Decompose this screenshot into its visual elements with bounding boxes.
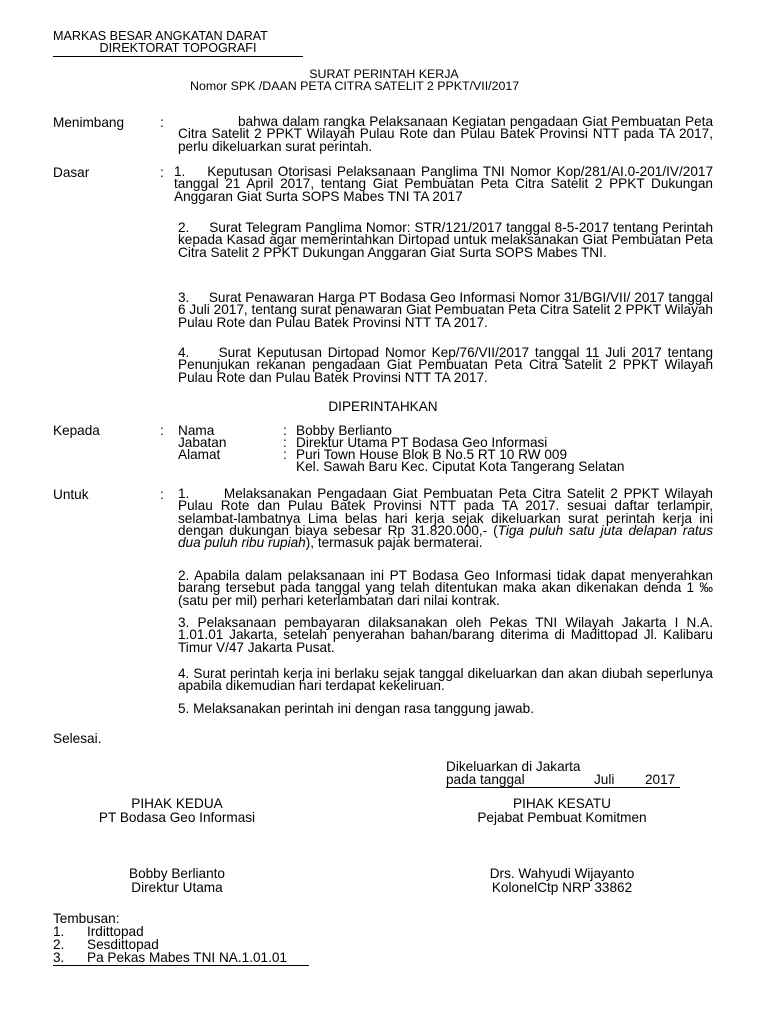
- jabatan-sep: :: [283, 435, 287, 450]
- jabatan-value: Direktur Utama PT Bodasa Geo Informasi: [296, 435, 548, 450]
- nama-value: Bobby Berlianto: [296, 423, 392, 438]
- alamat-label: Alamat: [178, 447, 221, 462]
- menimbang-label: Menimbang: [53, 115, 125, 130]
- tembusan-item-1: Irdittopad: [87, 924, 144, 939]
- alamat-value-1: Puri Town House Blok B No.5 RT 10 RW 009: [296, 447, 568, 462]
- untuk-item-2: 2. Apabila dalam pelaksanaan ini PT Bodasa Geo Informasi tidak dapat menyerahkan barang tersebut pada tanggal yang telah ditentukan maka akan dikenakan denda 1 ‰ (satu per mil) perhari keterlambatan dari nilai kontrak.: [178, 568, 713, 608]
- dasar-colon: :: [160, 165, 164, 180]
- dasar-item-1: 1. Keputusan Otorisasi Pelaksanaan Panglima TNI Nomor Kop/281/AI.0-201/IV/2017 tanggal 21 April 2017, tentang Giat Pembuatan Peta Citra Satelit 2 PPKT Dukungan Anggaran Giat Surta SOPS Mabes TNI TA 2017: [174, 164, 713, 204]
- org-line-1: MARKAS BESAR ANGKATAN DARAT: [53, 29, 268, 43]
- untuk-colon: :: [160, 487, 164, 502]
- jabatan-label: Jabatan: [178, 435, 227, 450]
- untuk-item-4: 4. Surat perintah kerja ini berlaku sejak tanggal dikeluarkan dan akan diubah seperlunya apabila dikemudian hari terdapat kekeliruan.: [178, 666, 713, 694]
- tembusan-label: Tembusan:: [53, 911, 120, 926]
- letter-title: SURAT PERINTAH KERJA: [309, 67, 459, 81]
- tembusan-num-1: 1.: [53, 924, 65, 939]
- menimbang-colon: :: [160, 115, 164, 130]
- left-sign-org: PT Bodasa Geo Informasi: [98, 810, 256, 825]
- untuk-label: Untuk: [53, 487, 89, 502]
- tembusan-item-2: Sesdittopad: [87, 937, 159, 952]
- dasar-item-2: 2. Surat Telegram Panglima Nomor: STR/121/2017 tanggal 8-5-2017 tentang Perintah kepada Kasad agar memerintahkan Dirtopad untuk melaksanakan Giat Pembuatan Peta Citra Satelit 2 PPKT Dukungan Anggaran Giat Surta SOPS Mabes TNI.: [178, 220, 714, 260]
- left-sign-position: Direktur Utama: [131, 880, 223, 895]
- tembusan-underline: [53, 965, 309, 966]
- org-line-2: DIREKTORAT TOPOGRAFI: [99, 41, 257, 55]
- letter-number: Nomor SPK /DAAN PETA CITRA SATELIT 2 PPKT/VII/2017: [190, 79, 520, 93]
- untuk-item-3: 3. Pelaksanaan pembayaran dilaksanakan oleh Pekas TNI Wilayah Jakarta I N.A. 1.01.01 Jakarta, setelah penyerahan bahan/barang diterima di Madittopad Jl. Kalibaru Timur V/47 Jakarta Pusat.: [178, 615, 713, 655]
- left-sign-name: Bobby Berlianto: [129, 866, 225, 881]
- issued-place: Dikeluarkan di Jakarta: [446, 759, 581, 774]
- nama-sep: :: [283, 423, 287, 438]
- tembusan-num-2: 2.: [53, 937, 65, 952]
- diperintahkan-heading: DIPERINTAHKAN: [328, 399, 438, 414]
- dasar-label: Dasar: [53, 165, 90, 180]
- issued-month: Juli: [594, 772, 615, 787]
- kepada-colon: :: [160, 423, 164, 438]
- alamat-sep: :: [283, 447, 287, 462]
- selesai-text: Selesai.: [53, 731, 102, 746]
- header-underline: [53, 56, 303, 57]
- right-sign-name: Drs. Wahyudi Wijayanto: [489, 866, 635, 881]
- dasar-item-3: 3. Surat Penawaran Harga PT Bodasa Geo Informasi Nomor 31/BGI/VII/ 2017 tanggal 6 Juli 2017, tentang surat penawaran Giat Pembuatan Peta Citra Satelit 2 PPKT Wilayah Pulau Rote dan Pulau Batek Provinsi NTT TA 2017.: [178, 290, 714, 330]
- menimbang-text: bahwa dalam rangka Pelaksanaan Kegiatan pengadaan Giat Pembuatan Peta Citra Satelit 2 PPKT Wilayah Pulau Rote dan Pulau Batek Provinsi NTT pada TA 2017, perlu dikeluarkan surat perintah.: [178, 114, 713, 154]
- issued-date-label: pada tanggal: [446, 772, 525, 787]
- left-sign-title: PIHAK KEDUA: [131, 796, 223, 811]
- untuk-item-5: 5. Melaksanakan perintah ini dengan rasa tanggung jawab.: [178, 701, 534, 716]
- kepada-label: Kepada: [53, 423, 100, 438]
- untuk-item-1: 1. Melaksanakan Pengadaan Giat Pembuatan Peta Citra Satelit 2 PPKT Wilayah Pulau Rote dan Pulau Batek Provinsi NTT pada TA 2017. sesuai daftar terlampir, selambat-lambatnya Lima belas hari kerja sejak dikeluarkan surat perintah kerja ini dengan dukungan biaya sebesar Rp 31.820.000,- (Tiga puluh satu juta delapan ratus dua puluh ribu rupiah), termasuk pajak bermaterai.: [178, 486, 714, 551]
- tembusan-num-3: 3.: [53, 950, 65, 965]
- issued-year: 2017: [645, 772, 676, 787]
- dasar-item-4: 4. Surat Keputusan Dirtopad Nomor Kep/76/VII/2017 tanggal 11 Juli 2017 tentang Penunjukan rekanan pengadaan Giat Pembuatan Peta Citra Satelit 2 PPKT Wilayah Pulau Rote dan Pulau Batek Provinsi NTT TA 2017.: [178, 345, 713, 385]
- right-sign-org: Pejabat Pembuat Komitmen: [477, 810, 647, 825]
- right-sign-position: KolonelCtp NRP 33862: [491, 880, 633, 895]
- right-sign-title: PIHAK KESATU: [513, 796, 611, 811]
- issued-underline: [446, 787, 680, 788]
- alamat-value-2: Kel. Sawah Baru Kec. Ciputat Kota Tangerang Selatan: [296, 459, 625, 474]
- tembusan-item-3: Pa Pekas Mabes TNI NA.1.01.01: [87, 950, 287, 965]
- nama-label: Nama: [178, 423, 215, 438]
